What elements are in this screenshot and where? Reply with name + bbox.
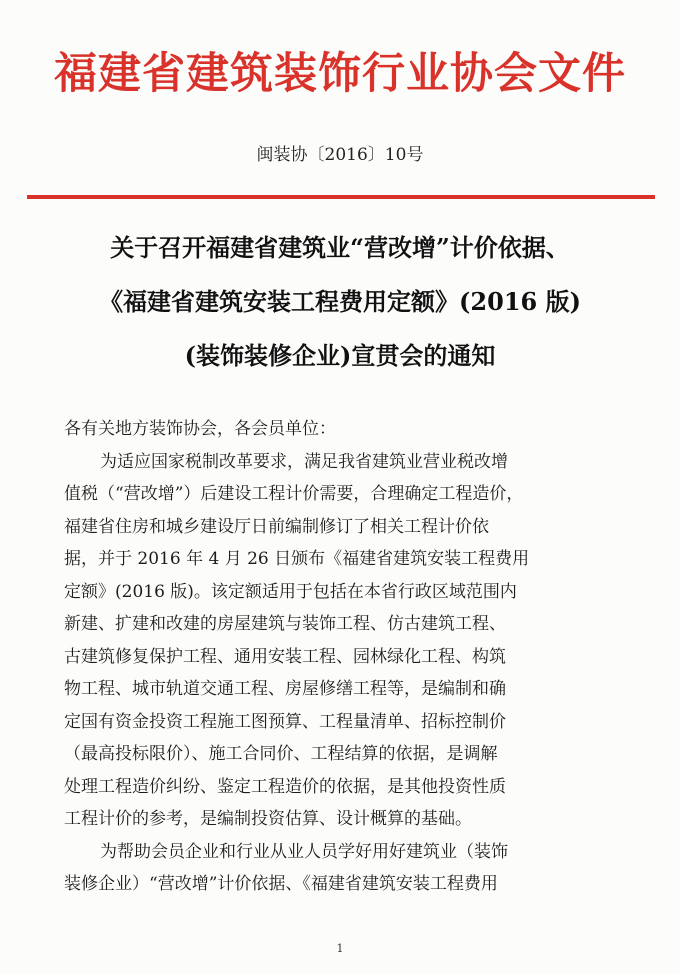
notice-title-line: 《福建省建筑安装工程费用定额》(2016 版) — [99, 287, 581, 316]
paragraph-line: 福建省住房和城乡建设厅日前编制修订了相关工程计价依 — [64, 516, 489, 537]
notice-title — [0, 221, 680, 383]
paragraph-line: 处理工程造价纠纷、鉴定工程造价的依据，是其他投资性质 — [64, 776, 506, 797]
paragraph-line: 为帮助会员企业和行业从业人员学好用好建筑业（装饰 — [100, 841, 508, 862]
red-divider-line — [27, 195, 655, 199]
paragraph-line: 定国有资金投资工程施工图预算、工程量清单、招标控制价 — [64, 711, 506, 732]
paragraph-line: 值税（“营改增”）后建设工程计价需要，合理确定工程造价， — [64, 484, 524, 504]
paragraph-line: 古建筑修复保护工程、通用安装工程、园林绿化工程、构筑 — [64, 646, 506, 667]
paragraph-line: 定额》(2016 版)。该定额适用于包括在本省行政区域范围内 — [64, 581, 517, 602]
paragraph-line: 为适应国家税制改革要求，满足我省建筑业营业税改增 — [100, 451, 508, 472]
paragraph-line: （最高投标限价）、施工合同价、工程结算的依据，是调解 — [64, 744, 498, 764]
paragraph-line: 新建、扩建和改建的房屋建筑与装饰工程、仿古建筑工程、 — [64, 614, 506, 634]
salutation: 各有关地方装饰协会，各会员单位： — [64, 419, 336, 439]
paragraph-line: 工程计价的参考，是编制投资估算、设计概算的基础。 — [64, 809, 472, 829]
header-title: 福建省建筑装饰行业协会文件 — [54, 49, 626, 99]
paragraph-line: 据，并于 2016 年 4 月 26 日颁布《福建省建筑安装工程费用 — [64, 549, 530, 569]
notice-body — [64, 413, 616, 901]
notice-title-line: (装饰装修企业)宣贯会的通知 — [184, 341, 496, 370]
paragraph-line: 装修企业）“营改增”计价依据、《福建省建筑安装工程费用 — [64, 874, 498, 894]
page-number: 1 — [336, 942, 344, 955]
document-number: 闽装协〔2016〕10号 — [256, 145, 424, 165]
paragraph-line: 物工程、城市轨道交通工程、房屋修缮工程等，是编制和确 — [64, 679, 506, 699]
notice-title-line: 关于召开福建省建筑业“营改增”计价依据、 — [110, 233, 570, 262]
